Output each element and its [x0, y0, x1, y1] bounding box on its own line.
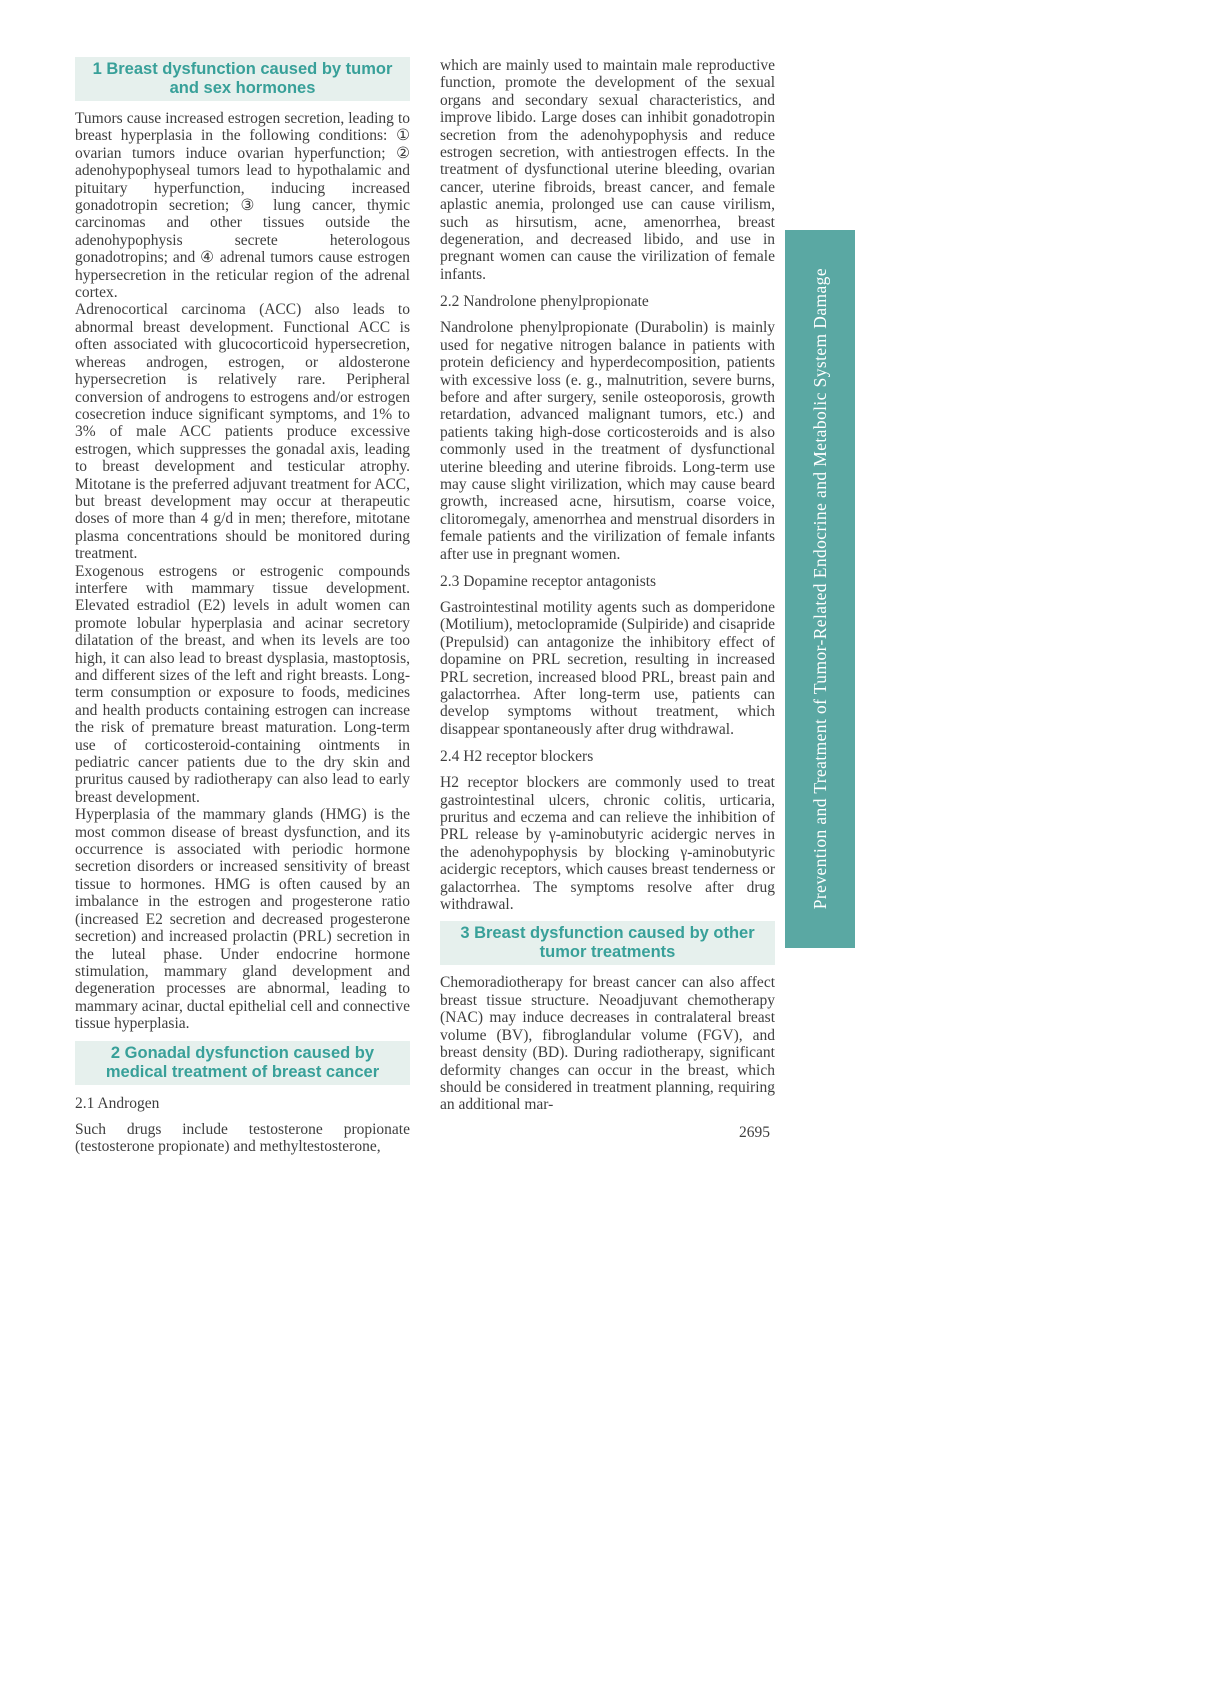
section-header-3: 3 Breast dysfunction caused by other tumor treatments — [440, 921, 775, 965]
section-header-1: 1 Breast dysfunction caused by tumor and sex hormones — [75, 57, 410, 101]
paragraph: Such drugs include testosterone propionate (testosterone propionate) and methyltestosterone, — [75, 1120, 410, 1155]
paragraph: Adrenocortical carcinoma (ACC) also leads to abnormal breast development. Functional ACC is often associated with glucocorticoid hypersecretion, whereas androgen, estrogen, or aldosterone hypersecretion is relatively rare. Peripheral conversion of androgens to estrogens and/or estrogen cosecretion induce significant symptoms, and 1% to 3% of male ACC patients produce excessive estrogen, which suppresses the gonadal axis, leading to breast development and testicular atrophy. Mitotane is the preferred adjuvant treatment for ACC, but breast development may occur at therapeutic doses of more than 4 g/d in men; therefore, mitotane plasma concentrations should be monitored during treatment. — [75, 301, 410, 563]
section-header-2: 2 Gonadal dysfunction caused by medical treatment of breast cancer — [75, 1041, 410, 1085]
paragraph: Hyperplasia of the mammary glands (HMG) is the most common disease of breast dysfunction, and its occurrence is associated with periodic hormone secretion disorders or increased sensitivity of breast tissue to hormones. HMG is often caused by an imbalance in the estrogen and progesterone ratio (increased E2 secretion and decreased progesterone secretion) and increased prolactin (PRL) secretion in the luteal phase. Under endocrine hormone stimulation, mammary gland development and degeneration processes are abnormal, leading to mammary acinar, ductal epithelial cell and connective tissue hyperplasia. — [75, 806, 410, 1033]
chapter-sidebar-label: Prevention and Treatment of Tumor-Related Endocrine and Metabolic System Damage — [809, 268, 830, 910]
paragraph: Nandrolone phenylpropionate (Durabolin) is mainly used for negative nitrogen balance in patients with protein deficiency and hyperdecomposition, patients with excessive loss (e. g., malnutrition, severe burns, before and after surgery, senile osteoporosis, growth retardation, advanced malignant tumors, etc.) and patients taking high-dose corticosteroids and is also commonly used in the treatment of dysfunctional uterine bleeding and uterine fibroids. Long-term use may cause slight virilization, which may cause beard growth, increased acne, hirsutism, coarse voice, clitoromegaly, amenorrhea and menstrual disorders in female patients and the virilization of female infants after use in pregnant women. — [440, 319, 775, 563]
page-number: 2695 — [739, 1124, 770, 1141]
subsection-header-2-4: 2.4 H2 receptor blockers — [440, 748, 594, 766]
paragraph: Gastrointestinal motility agents such as domperidone (Motilium), metoclopramide (Sulpiride) and cisapride (Prepulsid) can antagonize the inhibitory effect of dopamine on PRL secretion, resulting in increased PRL secretion, increased blood PRL, breast pain and galactorrhea. After long-term use, patients can develop symptoms without treatment, which disappear spontaneously after drug withdrawal. — [440, 598, 775, 738]
paragraph: H2 receptor blockers are commonly used to treat gastrointestinal ulcers, chronic colitis, urticaria, pruritus and eczema and can relieve the inhibition of PRL release by γ-aminobutyric acidergic nerves in the adenohypophysis by blocking γ-aminobutyric acidergic receptors, which causes breast tenderness or galactorrhea. The symptoms resolve after drug withdrawal. — [440, 774, 775, 914]
paragraph: Chemoradiotherapy for breast cancer can also affect breast tissue structure. Neoadjuvant chemotherapy (NAC) may induce decreases in contralateral breast volume (BV), fibroglandular volume (FGV), and breast density (BD). During radiotherapy, significant deformity changes can occur in the breast, which should be considered in treatment planning, requiring an additional mar- — [440, 974, 775, 1114]
two-column-text-area — [75, 57, 775, 1155]
paragraph: Tumors cause increased estrogen secretion, leading to breast hyperplasia in the following conditions: ① ovarian tumors induce ovarian hyperfunction; ② adenohypophyseal tumors lead to hypothalamic and pituitary hyperfunction, inducing increased gonadotropin secretion; ③ lung cancer, thymic carcinomas and other tissues outside the adenohypophysis secrete heterologous gonadotropins; and ④ adrenal tumors cause estrogen hypersecretion in the reticular region of the adrenal cortex. — [75, 110, 410, 302]
paragraph: Exogenous estrogens or estrogenic compounds interfere with mammary tissue development. Elevated estradiol (E2) levels in adult women can promote lobular hyperplasia and acinar secretory dilatation of the breast, and when its levels are too high, it can also lead to breast dysplasia, mastoptosis, and different sizes of the left and right breasts. Long-term consumption or exposure to foods, medicines and health products containing estrogen can increase the risk of premature breast maturation. Long-term use of corticosteroid-containing ointments in pediatric cancer patients due to the dry skin and pruritus caused by radiotherapy can also lead to early breast development. — [75, 562, 410, 806]
right-column — [440, 57, 775, 1155]
subsection-header-2-1: 2.1 Androgen — [75, 1094, 160, 1112]
subsection-header-2-2: 2.2 Nandrolone phenylpropionate — [440, 293, 649, 311]
subsection-header-2-3: 2.3 Dopamine receptor antagonists — [440, 572, 657, 590]
left-column — [75, 57, 410, 1155]
paragraph: which are mainly used to maintain male reproductive function, promote the development of the sexual organs and secondary sexual characteristics, and improve libido. Large doses can inhibit gonadotropin secretion from the adenohypophysis and reduce estrogen secretion, with antiestrogen effects. In the treatment of dysfunctional uterine bleeding, ovarian cancer, uterine fibroids, breast cancer, and female aplastic anemia, prolonged use can cause virilism, such as hirsutism, acne, amenorrhea, breast degeneration, and decreased libido, and use in pregnant women can cause the virilization of female infants. — [440, 57, 775, 283]
chapter-sidebar-tab — [785, 230, 855, 948]
